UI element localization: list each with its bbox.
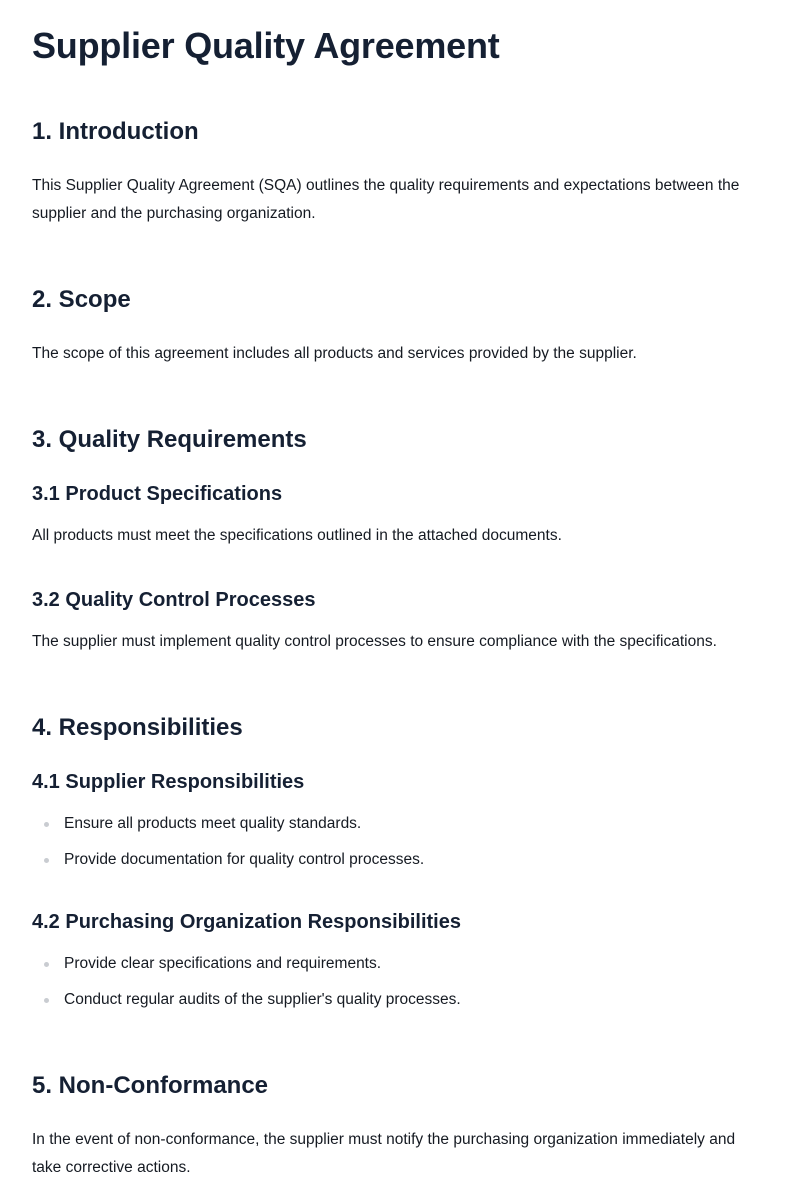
section-introduction [32, 116, 768, 228]
subsection-supplier-responsibilities [32, 768, 768, 872]
subsection-product-specifications [32, 480, 768, 550]
subsection-quality-control-processes [32, 586, 768, 656]
section-paragraph: The scope of this agreement includes all products and services provided by the supplier. [32, 345, 637, 362]
bullet-list [32, 952, 768, 1012]
subsection-heading: 4.2 Purchasing Organization Responsibilities [32, 911, 461, 933]
section-scope [32, 284, 768, 368]
subsection-paragraph: All products must meet the specifications outlined in the attached documents. [32, 527, 562, 544]
section-heading: 5. Non-Conformance [32, 1072, 269, 1099]
subsection-heading: 3.2 Quality Control Processes [32, 589, 316, 611]
list-item: Conduct regular audits of the supplier's quality processes. [32, 988, 768, 1012]
section-quality-requirements [32, 424, 768, 656]
section-heading: 4. Responsibilities [32, 714, 243, 741]
subsection-heading: 3.1 Product Specifications [32, 483, 283, 505]
subsection-purchasing-responsibilities [32, 908, 768, 1012]
list-item: Provide documentation for quality control processes. [32, 848, 768, 872]
section-heading: 2. Scope [32, 286, 131, 313]
subsection-paragraph: The supplier must implement quality control processes to ensure compliance with the specifications. [32, 633, 717, 650]
section-heading: 1. Introduction [32, 118, 199, 145]
section-non-conformance [32, 1070, 768, 1182]
section-responsibilities [32, 712, 768, 1012]
list-item: Ensure all products meet quality standards. [32, 812, 768, 836]
list-item: Provide clear specifications and requirements. [32, 952, 768, 976]
section-paragraph: This Supplier Quality Agreement (SQA) outlines the quality requirements and expectations between the supplier and the purchasing organization. [32, 177, 740, 222]
subsection-heading: 4.1 Supplier Responsibilities [32, 771, 305, 793]
section-paragraph: In the event of non-conformance, the supplier must notify the purchasing organization immediately and take corrective actions. [32, 1131, 736, 1176]
bullet-list [32, 812, 768, 872]
section-heading: 3. Quality Requirements [32, 426, 307, 453]
page-title: Supplier Quality Agreement [32, 25, 500, 66]
